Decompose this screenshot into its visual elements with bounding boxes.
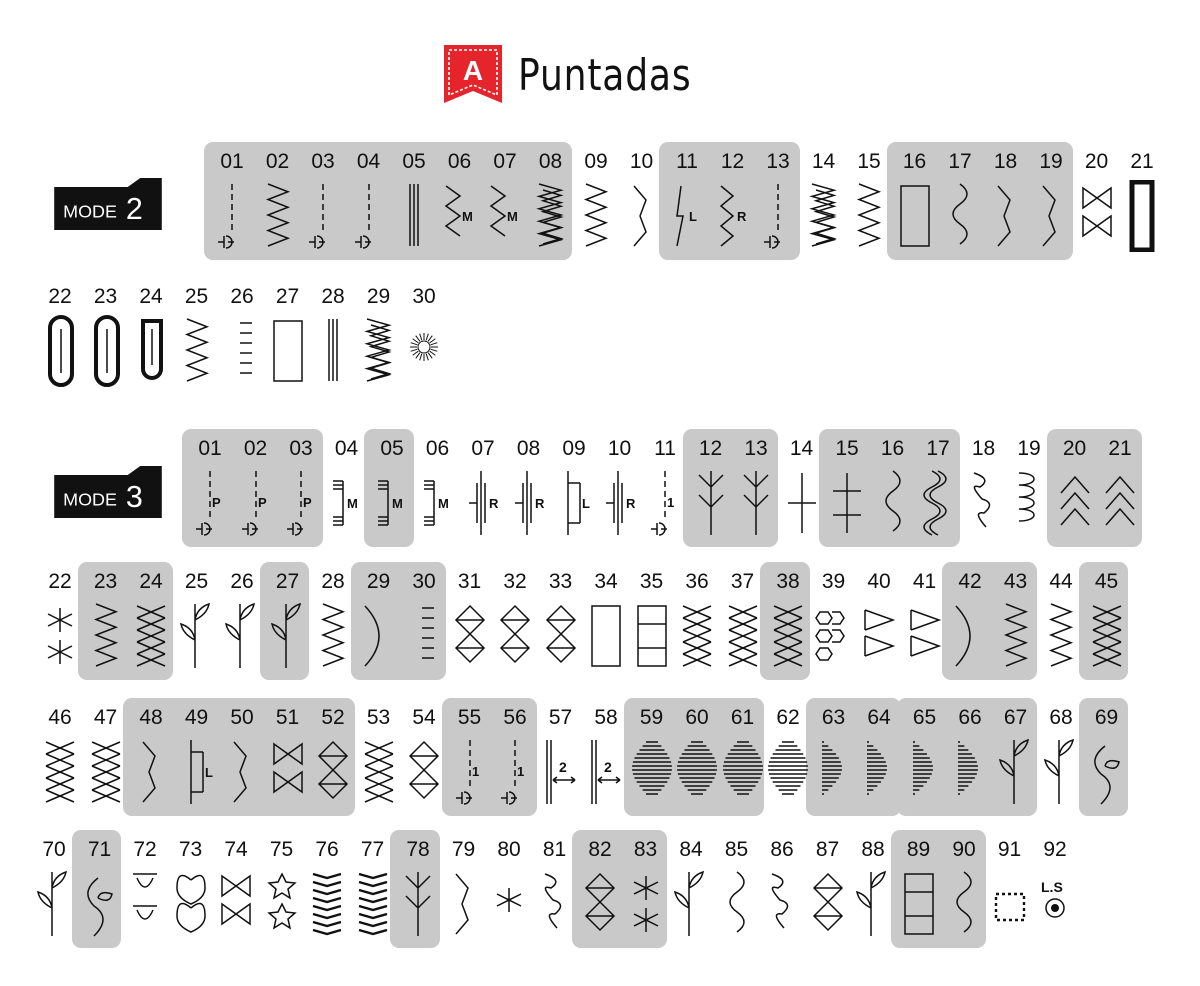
stitch-pattern-icon — [964, 467, 1004, 539]
stitch-number: 16 — [902, 150, 927, 173]
stitch-pattern-icon — [1087, 600, 1127, 672]
stitch-pattern-icon — [586, 600, 626, 672]
stitch-number: 06 — [447, 150, 472, 173]
stitch-number: 92 — [1043, 838, 1067, 861]
svg-text:R: R — [489, 496, 499, 511]
stitch-pattern-icon — [986, 180, 1026, 252]
stitch-pattern-icon — [463, 467, 503, 539]
svg-text:L: L — [582, 496, 590, 511]
stitch-pattern-icon — [859, 600, 899, 672]
stitch-number: 45 — [1094, 570, 1119, 593]
stitch-number: 39 — [821, 570, 846, 593]
svg-text:MODE: MODE — [63, 201, 117, 222]
stitch-pattern-icon — [554, 467, 594, 539]
svg-text:1: 1 — [667, 495, 675, 510]
stitch-number: 46 — [48, 706, 72, 729]
stitch-pattern-icon — [576, 180, 616, 252]
stitch-number: 05 — [380, 437, 404, 460]
stitch-number: 50 — [230, 706, 254, 729]
page-title: Puntadas — [518, 49, 692, 101]
stitch-number: 30 — [412, 285, 436, 308]
stitch-number: 14 — [811, 150, 836, 173]
stitch-pattern-icon — [489, 868, 529, 940]
stitch-pattern-icon — [531, 180, 571, 252]
stitch-pattern-icon — [626, 868, 666, 940]
stitch-number: 22 — [48, 285, 72, 308]
stitch-pattern-icon — [268, 315, 308, 387]
stitch-number: 29 — [366, 570, 391, 593]
stitch-pattern-icon — [177, 736, 217, 808]
stitch-number: 79 — [451, 838, 476, 861]
stitch-pattern-icon — [222, 600, 262, 672]
stitch-number: 69 — [1094, 706, 1119, 729]
stitch-pattern-icon — [398, 868, 438, 940]
stitch-pattern-icon — [86, 315, 126, 387]
stitch-number: 26 — [230, 285, 254, 308]
stitch-pattern-icon — [450, 600, 490, 672]
stitch-number: 71 — [87, 838, 112, 861]
stitch-number: 56 — [503, 706, 527, 729]
stitch-number: 25 — [184, 285, 209, 308]
stitch-number: 87 — [815, 838, 840, 861]
stitch-number: 42 — [958, 570, 982, 593]
stitch-number: 59 — [639, 706, 664, 729]
stitch-pattern-icon — [131, 315, 171, 387]
stitch-number: 11 — [676, 150, 698, 173]
stitch-number: 35 — [639, 570, 664, 593]
stitch-number: 55 — [457, 706, 482, 729]
stitch-number: 33 — [548, 570, 573, 593]
stitch-number: 18 — [993, 150, 1018, 173]
svg-text:M: M — [507, 209, 518, 224]
stitch-pattern-icon — [313, 736, 353, 808]
stitch-pattern-icon — [804, 180, 844, 252]
stitch-number: 17 — [926, 437, 950, 460]
stitch-pattern-icon — [444, 868, 484, 940]
stitch-pattern-icon — [327, 467, 367, 539]
stitch-number: 20 — [1062, 437, 1087, 460]
stitch-pattern-icon — [717, 868, 757, 940]
stitch-number: 21 — [1130, 150, 1154, 173]
stitch-pattern-icon — [905, 736, 945, 808]
stitch-number: 41 — [912, 570, 937, 593]
stitch-number: 22 — [48, 570, 72, 593]
stitch-number: 43 — [1003, 570, 1028, 593]
stitch-pattern-icon — [723, 736, 763, 808]
stitch-number: 91 — [997, 838, 1022, 861]
svg-text:3: 3 — [125, 480, 143, 515]
stitch-number: 03 — [289, 437, 313, 460]
stitch-pattern-icon — [222, 736, 262, 808]
stitch-number: 21 — [1108, 437, 1132, 460]
stitch-pattern-icon — [404, 600, 444, 672]
stitch-number: 04 — [334, 437, 359, 460]
stitch-pattern-icon — [1041, 736, 1081, 808]
stitch-number: 88 — [861, 838, 885, 861]
stitch-number: 08 — [538, 150, 563, 173]
stitch-pattern-icon — [258, 180, 298, 252]
svg-text:1: 1 — [517, 764, 525, 779]
stitch-pattern-icon — [691, 467, 731, 539]
stitch-number: 15 — [857, 150, 881, 173]
stitch-pattern-icon — [580, 868, 620, 940]
stitch-pattern-icon — [1077, 180, 1117, 252]
stitch-number: 76 — [315, 838, 339, 861]
stitch-pattern-icon — [268, 736, 308, 808]
stitch-number: 34 — [594, 570, 618, 593]
stitch-number: 19 — [1039, 150, 1063, 173]
stitch-number: 05 — [402, 150, 426, 173]
stitch-pattern-icon — [808, 868, 848, 940]
stitch-number: 23 — [93, 285, 118, 308]
stitch-pattern-icon — [349, 180, 389, 252]
stitch-pattern-icon — [125, 868, 165, 940]
stitch-pattern-icon — [281, 467, 321, 539]
stitch-number: 57 — [548, 706, 573, 729]
stitch-pattern-icon — [541, 600, 581, 672]
stitch-number: 48 — [139, 706, 163, 729]
stitch-pattern-icon — [495, 600, 535, 672]
stitch-number: 12 — [720, 150, 745, 173]
stitch-number: 37 — [730, 570, 755, 593]
stitch-pattern-icon — [950, 736, 990, 808]
stitch-pattern-icon — [1009, 467, 1049, 539]
svg-text:2: 2 — [125, 192, 143, 227]
stitch-number: 28 — [321, 285, 345, 308]
stitch-number: 12 — [698, 437, 723, 460]
svg-text:P: P — [303, 495, 312, 510]
stitch-pattern-icon — [236, 467, 276, 539]
stitch-pattern-icon — [450, 736, 490, 808]
stitch-number: 82 — [588, 838, 612, 861]
stitch-pattern-icon — [303, 180, 343, 252]
stitch-pattern-icon — [222, 315, 262, 387]
svg-text:L: L — [689, 209, 697, 224]
stitch-number: 54 — [412, 706, 436, 729]
stitch-number: 29 — [366, 285, 391, 308]
stitch-pattern-icon — [34, 868, 74, 940]
stitch-pattern-icon — [262, 868, 302, 940]
stitch-pattern-icon — [404, 315, 444, 387]
stitch-number: 61 — [730, 706, 755, 729]
stitch-pattern-icon — [814, 736, 854, 808]
stitch-number: 11 — [654, 437, 676, 460]
svg-text:M: M — [346, 496, 358, 511]
stitch-number: 04 — [356, 150, 381, 173]
stitch-number: 17 — [948, 150, 972, 173]
stitch-pattern-icon — [1031, 180, 1071, 252]
stitch-number: 01 — [198, 437, 222, 460]
stitch-pattern-icon — [814, 600, 854, 672]
stitch-pattern-icon — [632, 600, 672, 672]
svg-text:A: A — [462, 55, 484, 86]
stitch-pattern-icon — [940, 180, 980, 252]
svg-text:R: R — [534, 496, 544, 511]
stitch-number: 52 — [321, 706, 345, 729]
stitch-pattern-icon — [131, 736, 171, 808]
stitch-number: 44 — [1049, 570, 1073, 593]
stitch-number: 02 — [243, 437, 268, 460]
stitch-pattern-icon — [736, 467, 776, 539]
stitch-number: 51 — [275, 706, 300, 729]
stitch-number: 58 — [594, 706, 618, 729]
stitch-pattern-icon — [313, 600, 353, 672]
stitch-pattern-icon — [996, 736, 1036, 808]
mode-3-badge — [48, 466, 168, 518]
page-header — [440, 40, 730, 110]
svg-text:L: L — [204, 765, 213, 780]
stitch-pattern-icon — [177, 600, 217, 672]
stitch-pattern-icon — [307, 868, 347, 940]
stitch-number: 72 — [133, 838, 157, 861]
stitch-pattern-icon — [827, 467, 867, 539]
stitch-pattern-icon — [895, 180, 935, 252]
stitch-pattern-icon — [1041, 600, 1081, 672]
stitch-pattern-icon — [918, 467, 958, 539]
stitch-pattern-icon — [905, 600, 945, 672]
stitch-pattern-icon — [762, 868, 802, 940]
stitch-pattern-icon — [268, 600, 308, 672]
svg-text:M: M — [392, 496, 403, 511]
svg-text:P: P — [257, 495, 267, 510]
stitch-number: 62 — [776, 706, 800, 729]
stitch-pattern-icon — [359, 315, 399, 387]
stitch-number: 85 — [724, 838, 749, 861]
stitch-pattern-icon — [1035, 868, 1075, 940]
stitch-number: 07 — [471, 437, 495, 460]
stitch-pattern-icon — [1122, 180, 1162, 252]
stitch-pattern-icon — [86, 600, 126, 672]
svg-text:R: R — [736, 209, 746, 224]
stitch-pattern-icon — [586, 736, 626, 808]
stitch-pattern-icon — [950, 600, 990, 672]
stitch-pattern-icon — [667, 180, 707, 252]
stitch-number: 08 — [516, 437, 541, 460]
stitch-number: 74 — [224, 838, 248, 861]
stitch-number: 73 — [178, 838, 203, 861]
stitch-number: 25 — [184, 570, 209, 593]
stitch-number: 32 — [503, 570, 527, 593]
stitch-number: 64 — [867, 706, 891, 729]
stitch-pattern-icon — [372, 467, 412, 539]
stitch-number: 13 — [744, 437, 768, 460]
stitch-pattern-icon — [86, 736, 126, 808]
svg-text:M: M — [461, 209, 473, 224]
stitch-number: 26 — [230, 570, 254, 593]
stitch-pattern-icon — [768, 736, 808, 808]
stitch-number: 83 — [633, 838, 658, 861]
stitch-number: 24 — [139, 570, 163, 593]
stitch-pattern-icon — [541, 736, 581, 808]
stitch-pattern-icon — [645, 467, 685, 539]
stitch-pattern-icon — [853, 868, 893, 940]
stitch-pattern-icon — [353, 868, 393, 940]
stitch-number: 68 — [1049, 706, 1073, 729]
stitch-number: 77 — [360, 838, 385, 861]
svg-text:2: 2 — [604, 759, 612, 775]
stitch-pattern-icon — [177, 315, 217, 387]
stitch-number: 40 — [867, 570, 891, 593]
stitch-number: 63 — [821, 706, 846, 729]
stitch-number: 07 — [493, 150, 517, 173]
stitch-number: 02 — [265, 150, 290, 173]
stitch-pattern-icon — [509, 467, 549, 539]
stitch-number: 27 — [275, 285, 300, 308]
stitch-pattern-icon — [859, 736, 899, 808]
stitch-number: 66 — [958, 706, 982, 729]
stitch-number: 75 — [269, 838, 294, 861]
stitch-pattern-icon — [40, 600, 80, 672]
svg-text:2: 2 — [558, 759, 567, 775]
stitch-pattern-icon — [131, 600, 171, 672]
svg-text:MODE: MODE — [63, 489, 117, 510]
svg-text:1: 1 — [471, 764, 479, 779]
stitch-pattern-icon — [394, 180, 434, 252]
brand-logo-icon — [440, 43, 506, 107]
stitch-number: 14 — [789, 437, 814, 460]
stitch-number: 23 — [93, 570, 118, 593]
stitch-number: 65 — [912, 706, 937, 729]
stitch-number: 09 — [584, 150, 608, 173]
stitch-number: 15 — [835, 437, 859, 460]
stitch-number: 81 — [542, 838, 567, 861]
svg-text:R: R — [625, 496, 635, 511]
stitch-pattern-icon — [495, 736, 535, 808]
stitch-pattern-icon — [944, 868, 984, 940]
stitch-number: 16 — [880, 437, 905, 460]
svg-text:M: M — [437, 496, 449, 511]
stitch-pattern-icon — [632, 736, 672, 808]
stitch-number: 24 — [139, 285, 163, 308]
stitch-pattern-icon — [1100, 467, 1140, 539]
stitch-number: 84 — [679, 838, 703, 861]
svg-text:P: P — [212, 495, 221, 510]
svg-text:L.S: L.S — [1041, 879, 1063, 895]
stitch-number: 49 — [184, 706, 209, 729]
stitch-pattern-icon — [990, 868, 1030, 940]
stitch-number: 13 — [766, 150, 790, 173]
stitch-pattern-icon — [782, 467, 822, 539]
stitch-pattern-icon — [440, 180, 480, 252]
stitch-pattern-icon — [723, 600, 763, 672]
stitch-pattern-icon — [359, 600, 399, 672]
stitch-pattern-icon — [1055, 467, 1095, 539]
stitch-pattern-icon — [485, 180, 525, 252]
stitch-pattern-icon — [899, 868, 939, 940]
mode-2-badge — [48, 178, 168, 230]
stitch-pattern-icon — [212, 180, 252, 252]
stitch-pattern-icon — [677, 736, 717, 808]
stitch-pattern-icon — [1087, 736, 1127, 808]
stitch-pattern-icon — [713, 180, 753, 252]
stitch-number: 20 — [1084, 150, 1109, 173]
stitch-number: 27 — [275, 570, 300, 593]
stitch-number: 10 — [629, 150, 654, 173]
stitch-number: 90 — [952, 838, 976, 861]
stitch-number: 89 — [906, 838, 931, 861]
stitch-pattern-icon — [404, 736, 444, 808]
stitch-number: 70 — [42, 838, 66, 861]
stitch-pattern-icon — [190, 467, 230, 539]
stitch-pattern-icon — [80, 868, 120, 940]
stitch-number: 86 — [770, 838, 794, 861]
stitch-number: 60 — [685, 706, 709, 729]
stitch-pattern-icon — [40, 736, 80, 808]
stitch-number: 47 — [93, 706, 118, 729]
stitch-number: 30 — [412, 570, 436, 593]
stitch-number: 36 — [685, 570, 709, 593]
stitch-pattern-icon — [40, 315, 80, 387]
stitch-pattern-icon — [216, 868, 256, 940]
stitch-pattern-icon — [418, 467, 458, 539]
stitch-number: 19 — [1017, 437, 1041, 460]
stitch-pattern-icon — [996, 600, 1036, 672]
stitch-number: 01 — [220, 150, 244, 173]
stitch-pattern-icon — [873, 467, 913, 539]
stitch-number: 53 — [366, 706, 391, 729]
stitch-pattern-icon — [535, 868, 575, 940]
stitch-pattern-icon — [671, 868, 711, 940]
stitch-number: 06 — [425, 437, 450, 460]
stitch-pattern-icon — [768, 600, 808, 672]
stitch-number: 31 — [457, 570, 482, 593]
stitch-number: 38 — [776, 570, 800, 593]
stitch-number: 09 — [562, 437, 586, 460]
stitch-number: 67 — [1003, 706, 1028, 729]
stitch-pattern-icon — [359, 736, 399, 808]
stitch-pattern-icon — [622, 180, 662, 252]
stitch-number: 28 — [321, 570, 345, 593]
stitch-pattern-icon — [313, 315, 353, 387]
stitch-pattern-icon — [600, 467, 640, 539]
stitch-number: 03 — [311, 150, 335, 173]
stitch-number: 10 — [607, 437, 632, 460]
stitch-number: 80 — [497, 838, 521, 861]
stitch-number: 78 — [406, 838, 430, 861]
stitch-pattern-icon — [677, 600, 717, 672]
stitch-pattern-icon — [171, 868, 211, 940]
stitch-number: 18 — [971, 437, 996, 460]
stitch-pattern-icon — [849, 180, 889, 252]
stitch-pattern-icon — [758, 180, 798, 252]
